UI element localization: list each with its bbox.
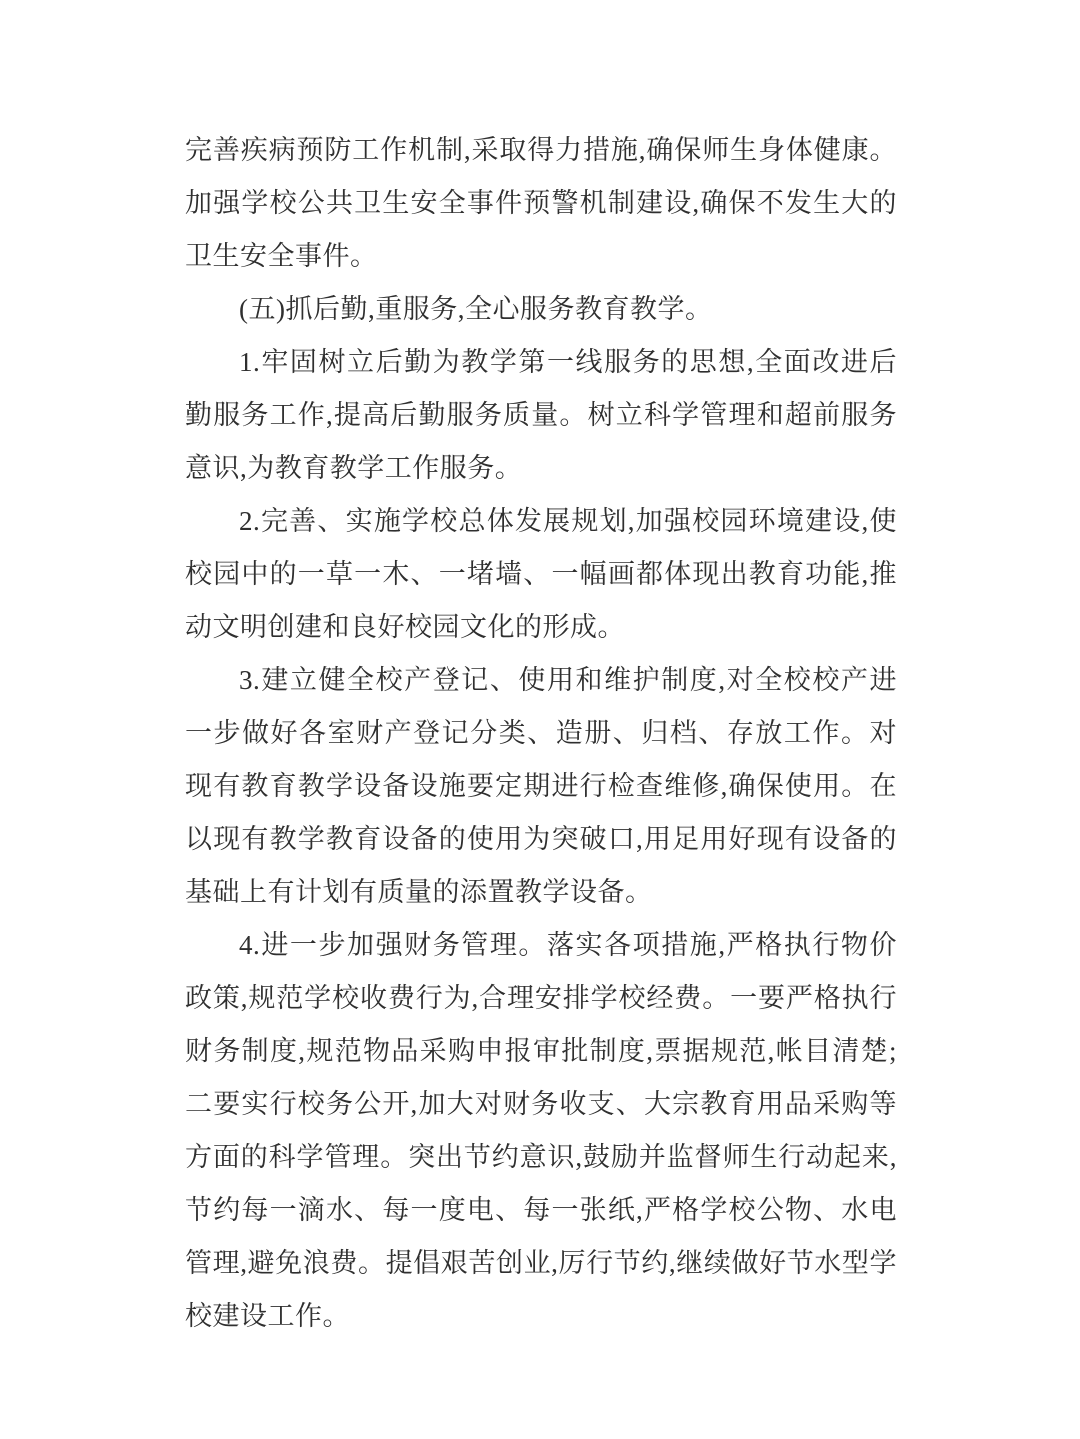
paragraph-continuation: 完善疾病预防工作机制,采取得力措施,确保师生身体健康。加强学校公共卫生安全事件预警机制建设,确保不发生大的卫生安全事件。 (185, 135, 897, 271)
paragraph-item-2: 2.完善、实施学校总体发展规划,加强校园环境建设,使校园中的一草一木、一堵墙、一幅画都体现出教育功能,推动文明创建和良好校园文化的形成。 (185, 506, 897, 642)
paragraph-section-heading: (五)抓后勤,重服务,全心服务教育教学。 (239, 294, 713, 324)
paragraph-item-3: 3.建立健全校产登记、使用和维护制度,对全校校产进一步做好各室财产登记分类、造册、归档、存放工作。对现有教育教学设备设施要定期进行检查维修,确保使用。在以现有教学教育设备的使用为突破口,用足用好现有设备的基础上有计划有质量的添置教学设备。 (185, 665, 897, 907)
paragraph-item-1: 1.牢固树立后勤为教学第一线服务的思想,全面改进后勤服务工作,提高后勤服务质量。树立科学管理和超前服务意识,为教育教学工作服务。 (185, 347, 897, 483)
paragraph-item-4: 4.进一步加强财务管理。落实各项措施,严格执行物价政策,规范学校收费行为,合理安排学校经费。一要严格执行财务制度,规范物品采购申报审批制度,票据规范,帐目清楚;二要实行校务公开,加大对财务收支、大宗教育用品采购等方面的科学管理。突出节约意识,鼓励并监督师生行动起来,节约每一滴水、每一度电、每一张纸,严格学校公物、水电管理,避免浪费。提倡艰苦创业,厉行节约,继续做好节水型学校建设工作。 (185, 930, 897, 1331)
document-body (185, 124, 897, 1343)
